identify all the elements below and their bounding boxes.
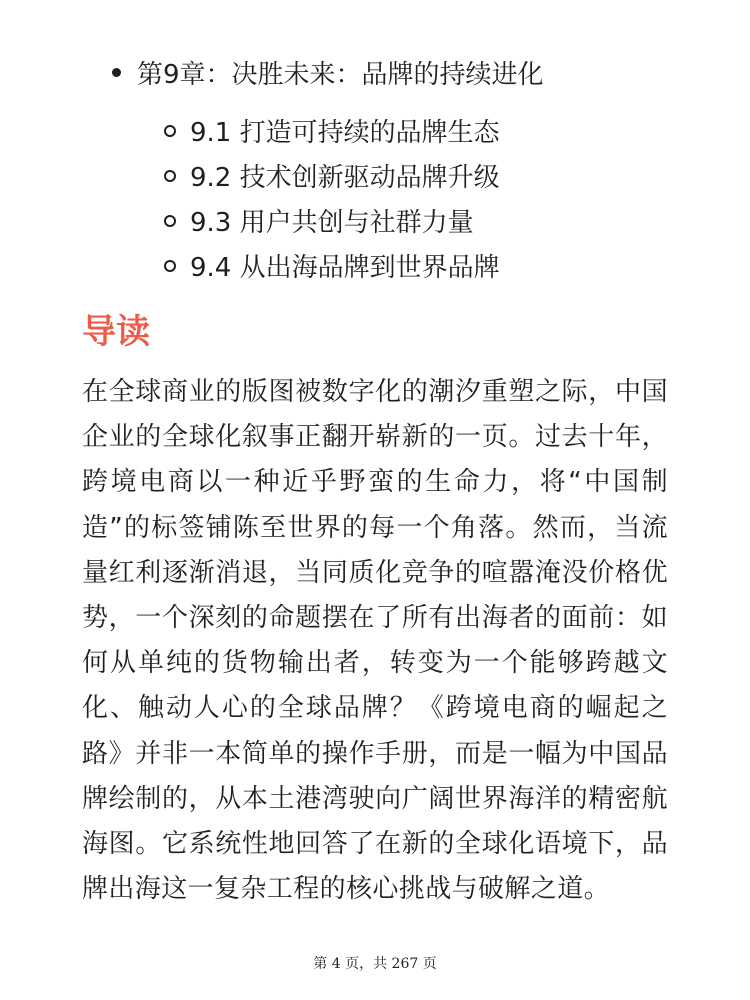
page-number: 第 4 页，共 267 页 <box>313 956 437 972</box>
section-title: 9.2 技术创新驱动品牌升级 <box>190 163 500 193</box>
chapter-list-item <box>112 52 544 92</box>
section-list-item <box>164 243 500 288</box>
section-list-item <box>164 108 500 153</box>
chapter-title: 第9章：决胜未来：品牌的持续进化 <box>137 59 544 90</box>
section-title: 9.4 从出海品牌到世界品牌 <box>190 253 500 283</box>
section-title: 9.1 打造可持续的品牌生态 <box>190 118 500 148</box>
intro-paragraph: 在全球商业的版图被数字化的潮汐重塑之际，中国企业的全球化叙事正翻开崭新的一页。过去十年，跨境电商以一种近乎野蛮的生命力，将“中国制造”的标签铺陈至世界的每一个角落。然而，当流量红利逐渐消退，当同质化竞争的喧嚣淹没价格优势，一个深刻的命题摆在了所有出海者的面前：如何从单纯的货物输出者，转变为一个能够跨越文化、触动人心的全球品牌？《跨境电商的崛起之路》并非一本简单的操作手册，而是一幅为中国品牌绘制的，从本土港湾驶向广阔世界海洋的精密航海图。它系统性地回答了在新的全球化语境下，品牌出海这一复杂工程的核心挑战与破解之道。 <box>82 377 668 905</box>
bullet-circle-icon <box>164 260 176 272</box>
section-list-item <box>164 153 500 198</box>
bullet-circle-icon <box>164 125 176 137</box>
section-title: 9.3 用户共创与社群力量 <box>190 208 474 238</box>
intro-heading: 导读 <box>82 312 150 352</box>
bullet-disc-icon <box>112 68 121 77</box>
section-list-item <box>164 198 500 243</box>
bullet-circle-icon <box>164 215 176 227</box>
section-list <box>164 108 500 288</box>
bullet-circle-icon <box>164 170 176 182</box>
